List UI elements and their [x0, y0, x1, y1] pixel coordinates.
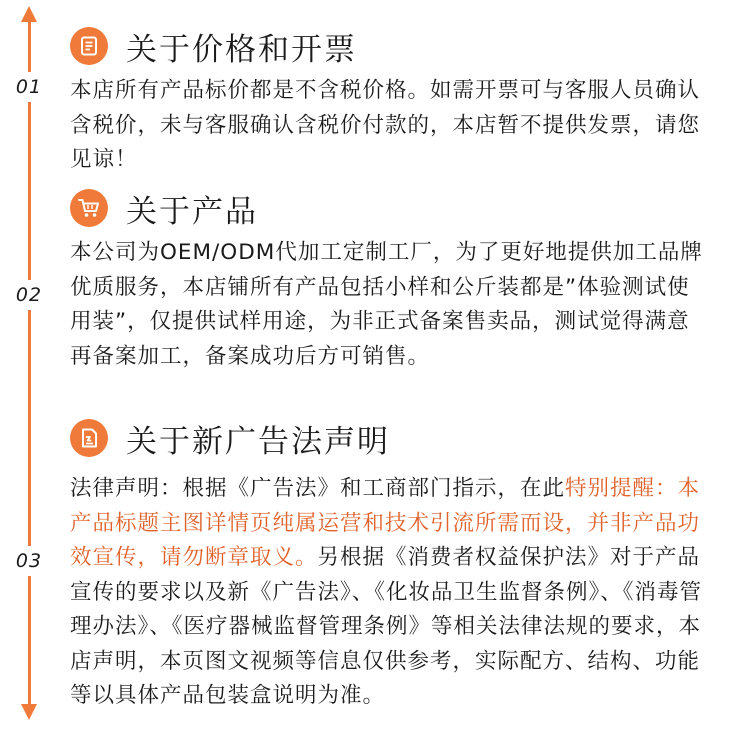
timeline-arrow-down-icon: [21, 704, 37, 720]
timeline-step-02: 02: [6, 280, 52, 310]
timeline-step-01: 01: [6, 72, 52, 102]
section-ad-law-paragraph: [70, 472, 710, 714]
section-price-invoice-paragraph: 本店所有产品标价都是不含税价格。如需开票可与客服人员确认含税价，未与客服确认含税价付款的，本店暂不提供发票，请您见谅！: [70, 78, 701, 172]
ad-law-highlight-warning: 特别提醒：本产品标题主图详情页纯属运营和技术引流所需而设，并非产品功效宣传，请勿断章取义。: [70, 476, 701, 570]
section-ad-law-header: [70, 416, 390, 460]
invoice-icon: [70, 27, 108, 65]
timeline-line: [28, 18, 31, 708]
ad-law-text-part2: 另根据《消费者权益保护法》对于产品宣传的要求以及新《广告法》、《化妆品卫生监督条例》、《消毒管理办法》、《医疗器械监督管理条例》等相关法律法规的要求，本店声明，本页图文视频等信息仅供参考，实际配方、结构、功能等以具体产品包装盒说明为准。: [70, 545, 703, 708]
cart-icon: [70, 189, 108, 227]
section-product-header: [70, 186, 258, 230]
section-title: 关于新广告法声明: [126, 423, 390, 460]
section-price-invoice-header: [70, 24, 357, 68]
section-title: 关于价格和开票: [126, 31, 357, 68]
timeline-step-03: 03: [6, 546, 52, 576]
ad-law-text-part1: 法律声明：根据《广告法》和工商部门指示，在此: [70, 476, 566, 501]
section-title: 关于产品: [126, 193, 258, 230]
timeline-arrow-up-icon: [21, 6, 37, 22]
section-product-paragraph: 本公司为OEM/ODM代加工定制工厂，为了更好地提供加工品牌优质服务，本店铺所有产品包括小样和公斤装都是”体验测试使用装”，仅提供试样用途，为非正式备案售卖品，测试觉得满意再备案加工，备案成功后方可销售。: [70, 240, 703, 369]
law-document-icon: [70, 419, 108, 457]
